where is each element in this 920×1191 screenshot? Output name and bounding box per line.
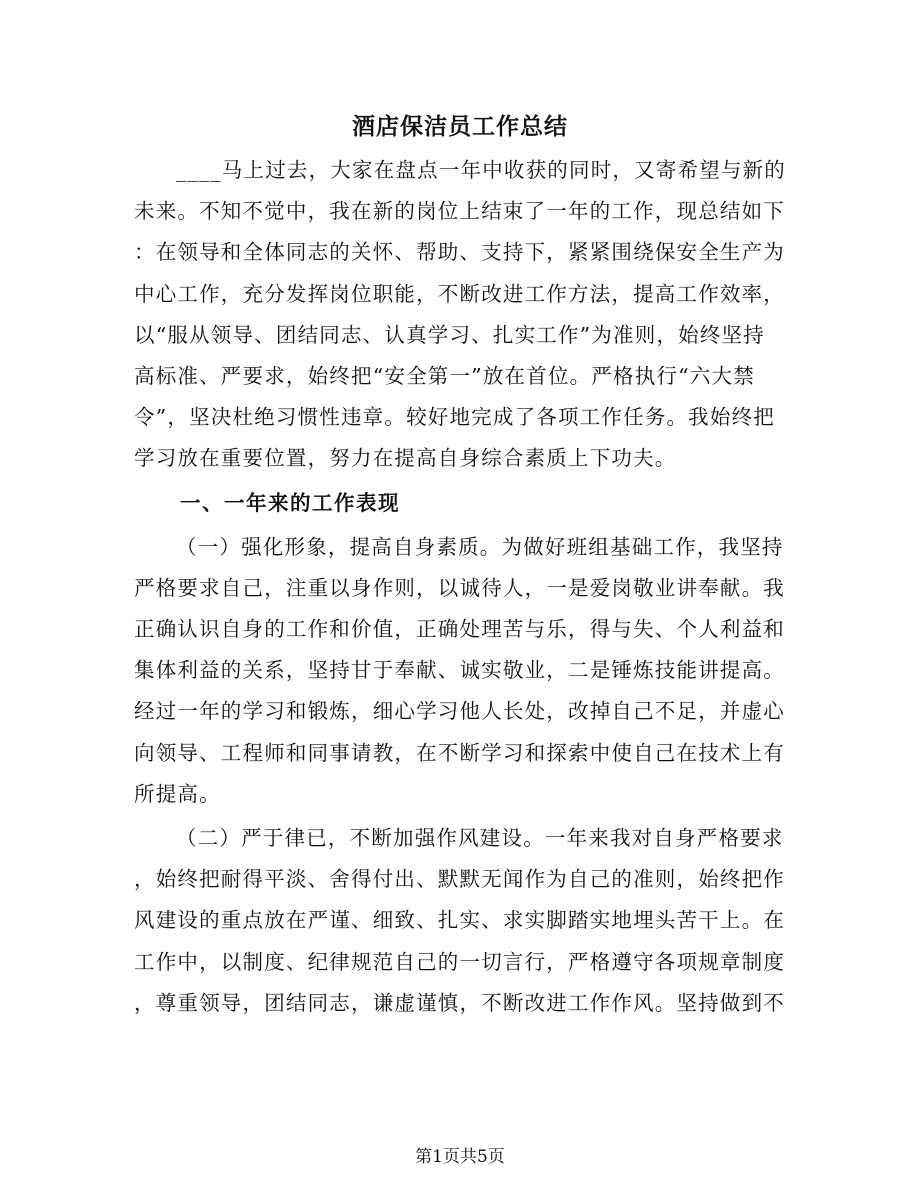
- paragraph-line: 所提高。: [134, 781, 221, 806]
- paragraph-line: 令”，坚决杜绝习惯性违章。较好地完成了各项工作任务。我始终把: [134, 405, 775, 430]
- paragraph-line: 经过一年的学习和锻炼，细心学习他人长处，改掉自己不足，并虚心: [134, 699, 785, 724]
- paragraph-line: 集体利益的关系，坚持甘于奉献、诚实敬业，二是锤炼技能讲提高。: [134, 658, 785, 683]
- paragraph-line: 学习放在重要位置，努力在提高自身综合素质上下功夫。: [134, 446, 677, 471]
- paragraph-line: 严格要求自己，注重以身作则，以诚待人，一是爱岗敬业讲奉献。我: [134, 575, 785, 600]
- paragraph-line: 工作中，以制度、纪律规范自己的一切言行，严格遵守各项规章制度: [134, 949, 785, 974]
- paragraph-line: 以“服从领导、团结同志、认真学习、扎实工作”为准则，始终坚持: [134, 322, 765, 347]
- page-number: 第1页共5页: [415, 1147, 505, 1167]
- section-heading: 一、一年来的工作表现: [180, 490, 400, 515]
- paragraph-line: 中心工作，充分发挥岗位职能，不断改进工作方法，提高工作效率，: [134, 281, 785, 306]
- paragraph-line: 正确认识自身的工作和价值，正确处理苦与乐，得与失、个人利益和: [134, 617, 785, 642]
- document-title: 酒店保洁员工作总结: [352, 113, 568, 140]
- document-body: [134, 150, 786, 1024]
- paragraph-line: 风建设的重点放在严谨、细致、扎实、求实脚踏实地埋头苦干上。在: [134, 908, 785, 933]
- paragraph-line: 未来。不知不觉中，我在新的岗位上结束了一年的工作，现总结如下: [134, 199, 785, 224]
- paragraph-line: 向领导、工程师和同事请教，在不断学习和探索中使自己在技术上有: [134, 740, 785, 765]
- paragraph-line: ：在领导和全体同志的关怀、帮助、支持下，紧紧围绕保安全生产为: [134, 240, 785, 265]
- paragraph-line: （二）严于律已，不断加强作风建设。一年来我对自身严格要求: [176, 826, 784, 850]
- paragraph-line: 高标准、严要求，始终把“安全第一”放在首位。严格执行“六大禁: [134, 363, 755, 388]
- paragraph-line: ，尊重领导，团结同志，谦虚谨慎，不断改进工作作风。坚持做到不: [134, 990, 785, 1015]
- paragraph-line: ____马上过去，大家在盘点一年中收获的同时，又寄希望与新的: [176, 158, 786, 182]
- paragraph-line: （一）强化形象，提高自身素质。为做好班组基础工作，我坚持: [176, 534, 784, 559]
- paragraph-line: ，始终把耐得平淡、舍得付出、默默无闻作为自己的准则，始终把作: [134, 867, 785, 892]
